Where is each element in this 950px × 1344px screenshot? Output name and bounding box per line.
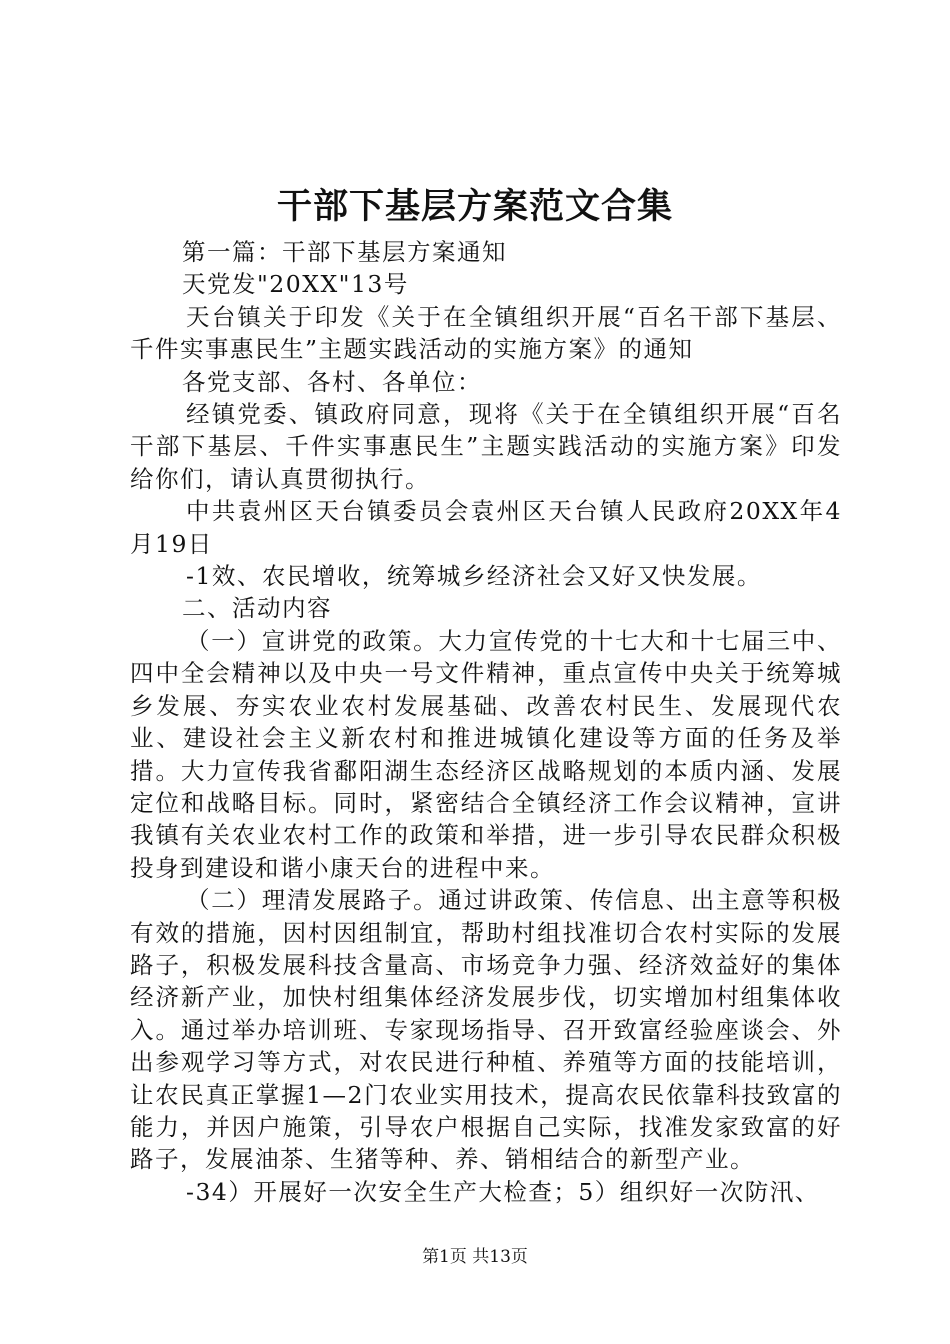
paragraph-signature-date: 中共袁州区天台镇委员会袁州区天台镇人民政府20XX年4月19日 — [130, 497, 842, 558]
page-number: 第1页 共13页 — [422, 1247, 528, 1267]
paragraph-activity-one: （一）宣讲党的政策。大力宣传党的十七大和十七届三中、四中全会精神以及中央一号文件精神，重点宣传中央关于统筹城乡发展、夯实农业农村发展基础、改善农村民生、发展现代农业、建设社会主义新农村和推进城镇化建设等方面的任务及举措。大力宣传我省鄱阳湖生态经济区战略规划的本质内涵、发展定位和战略目标。同时，紧密结合全镇经济工作会议精神，宣讲我镇有关农业农村工作的政策和举措，进一步引导农民群众积极投身到建设和谐小康天台的进程中来。 — [130, 626, 842, 882]
document-title: 干部下基层方案范文合集 — [276, 186, 673, 227]
paragraph-activities-heading: 二、活动内容 — [182, 594, 332, 623]
paragraph-activity-tasks: -34）开展好一次安全生产大检查；5）组织好一次防汛、 — [186, 1177, 820, 1206]
paragraph-addressees: 各党支部、各村、各单位： — [182, 367, 482, 396]
paragraph-notice-title: 天台镇关于印发《关于在全镇组织开展“百名干部下基层、千件实事惠民生”主题实践活动的实施方案》的通知 — [130, 302, 842, 364]
paragraph-fragment: -1效、农民增收，统筹城乡经济社会又好又快发展。 — [186, 562, 762, 591]
document-body — [130, 236, 842, 1208]
paragraph-body-intro: 经镇党委、镇政府同意，现将《关于在全镇组织开展“百名干部下基层、千件实事惠民生”主题实践活动的实施方案》印发给你们，请认真贯彻执行。 — [130, 400, 842, 493]
paragraph-activity-two: （二）理清发展路子。通过讲政策、传信息、出主意等积极有效的措施，因村因组制宜，帮助村组找准切合农村实际的发展路子，积极发展科技含量高、市场竞争力强、经济效益好的集体经济新产业，加快村组集体经济发展步伐，切实增加村组集体收入。通过举办培训班、专家现场指导、召开致富经验座谈会、外出参观学习等方式，对农民进行种植、养殖等方面的技能培训，让农民真正掌握1—2门农业实用技术，提高农民依靠科技致富的能力，并因户施策，引导农户根据自己实际，找准发家致富的好路子，发展油茶、生猪等种、养、销相结合的新型产业。 — [130, 886, 842, 1174]
paragraph-doc-number: 天党发"20XX"13号 — [182, 270, 409, 299]
paragraph-section-heading: 第一篇：干部下基层方案通知 — [182, 238, 507, 266]
